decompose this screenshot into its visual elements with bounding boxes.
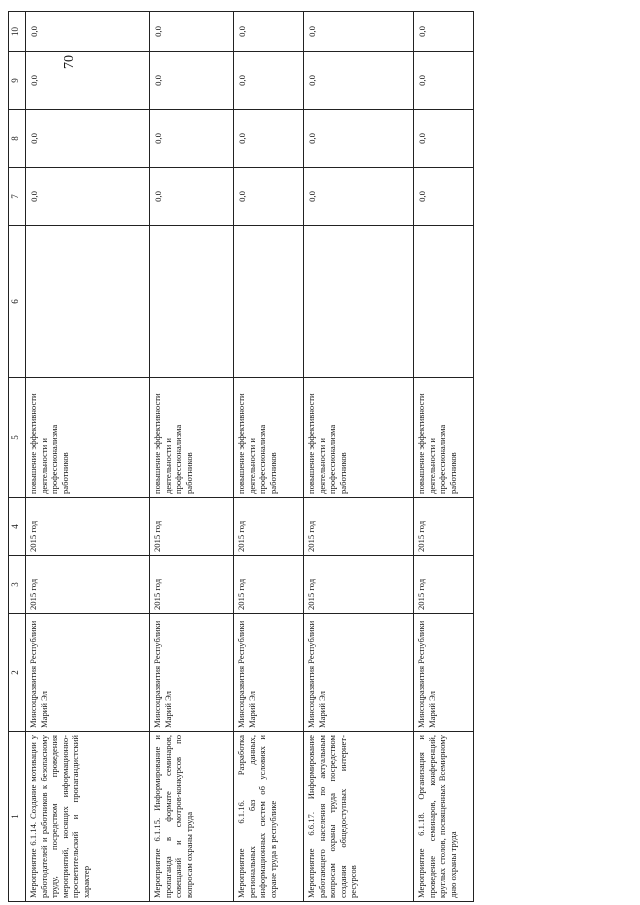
- value-cell: 0,0: [26, 52, 150, 110]
- result-cell: повышение эффективности деятельности и профессионализма работников: [234, 378, 304, 498]
- value-cell: 0,0: [150, 168, 234, 226]
- executor-cell: Минсоцразвития Республики Марий Эл: [304, 614, 414, 732]
- value-cell: 0,0: [414, 168, 474, 226]
- value-cell: 0,0: [414, 110, 474, 168]
- executor-cell: Минсоцразвития Республики Марий Эл: [414, 614, 474, 732]
- indicator-cell: [414, 226, 474, 378]
- executor-cell: Минсоцразвития Республики Марий Эл: [26, 614, 150, 732]
- column-header: 9: [9, 52, 26, 110]
- value-cell: 0,0: [414, 12, 474, 52]
- column-header: 1: [9, 732, 26, 902]
- result-cell: повышение эффективности деятельности и профессионализма работников: [414, 378, 474, 498]
- start-cell: 2015 год: [304, 556, 414, 614]
- column-header: 2: [9, 614, 26, 732]
- column-header: 7: [9, 168, 26, 226]
- value-cell: 0,0: [26, 12, 150, 52]
- start-cell: 2015 год: [150, 556, 234, 614]
- header-row: [9, 12, 26, 902]
- value-cell: 0,0: [304, 110, 414, 168]
- value-cell: 0,0: [234, 12, 304, 52]
- value-cell: 0,0: [304, 168, 414, 226]
- page-number: 70: [62, 55, 77, 69]
- column-header: 4: [9, 498, 26, 556]
- result-cell: повышение эффективности деятельности и профессионализма работников: [150, 378, 234, 498]
- indicator-cell: [150, 226, 234, 378]
- indicator-cell: [26, 226, 150, 378]
- executor-cell: Минсоцразвития Республики Марий Эл: [150, 614, 234, 732]
- value-cell: 0,0: [234, 168, 304, 226]
- table-row: [150, 12, 234, 902]
- table-row: [304, 12, 414, 902]
- value-cell: 0,0: [26, 168, 150, 226]
- event-cell: Мероприятие 6.1.15. Информирование и пропаганда в формате семинаров, совещаний и смотров-конкурсов по вопросам охраны труда: [150, 732, 234, 902]
- event-cell: Мероприятие 6.1.16. Разработка региональных баз данных, информационных систем об условиях и охране труда в республике: [234, 732, 304, 902]
- result-cell: повышение эффективности деятельности и профессионализма работников: [26, 378, 150, 498]
- executor-cell: Минсоцразвития Республики Марий Эл: [234, 614, 304, 732]
- end-cell: 2015 год: [304, 498, 414, 556]
- value-cell: 0,0: [150, 12, 234, 52]
- event-cell: Мероприятие 6.1.18. Организация и проведение семинаров, конференций, круглых столов, посвященных Всемирному дню охраны труда: [414, 732, 474, 902]
- value-cell: 0,0: [234, 110, 304, 168]
- event-cell: Мероприятие 6.1.14. Создание мотивации у работодателей и работников к безопасному труду, посредством проведения мероприятий, носящих информационно-просветительский и пропагандистский характер: [26, 732, 150, 902]
- column-header: 10: [9, 12, 26, 52]
- end-cell: 2015 год: [234, 498, 304, 556]
- value-cell: 0,0: [234, 52, 304, 110]
- value-cell: 0,0: [304, 12, 414, 52]
- value-cell: 0,0: [150, 110, 234, 168]
- end-cell: 2015 год: [414, 498, 474, 556]
- column-header: 3: [9, 556, 26, 614]
- table-row: [26, 12, 150, 902]
- column-header: 6: [9, 226, 26, 378]
- program-table: [8, 11, 474, 902]
- value-cell: 0,0: [304, 52, 414, 110]
- end-cell: 2015 год: [26, 498, 150, 556]
- value-cell: 0,0: [150, 52, 234, 110]
- table-row: [234, 12, 304, 902]
- column-header: 5: [9, 378, 26, 498]
- end-cell: 2015 год: [150, 498, 234, 556]
- column-header: 8: [9, 110, 26, 168]
- start-cell: 2015 год: [414, 556, 474, 614]
- start-cell: 2015 год: [234, 556, 304, 614]
- value-cell: 0,0: [26, 110, 150, 168]
- event-cell: Мероприятие 6.6.17. Информирование работающего населения по актуальным вопросам охраны труда посредством создания общедоступных интернет-ресурсов: [304, 732, 414, 902]
- start-cell: 2015 год: [26, 556, 150, 614]
- result-cell: повышение эффективности деятельности и профессионализма работников: [304, 378, 414, 498]
- value-cell: 0,0: [414, 52, 474, 110]
- table-row: [414, 12, 474, 902]
- indicator-cell: [234, 226, 304, 378]
- indicator-cell: [304, 226, 414, 378]
